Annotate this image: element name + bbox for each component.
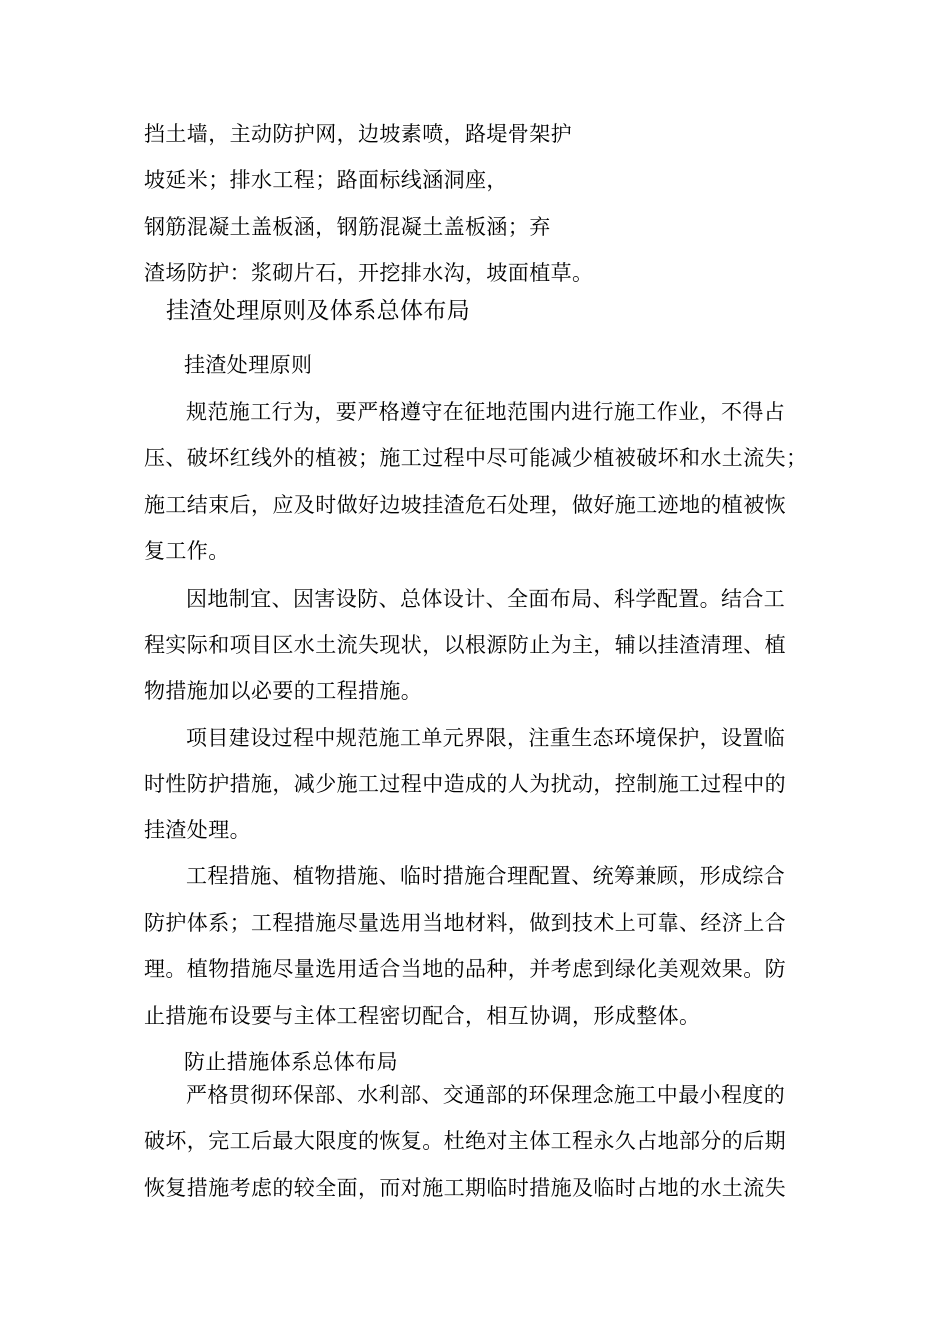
intro-line-2: 坡延米；排水工程；路面标线涵洞座， [144, 168, 508, 192]
para5-line-3: 恢复措施考虑的较全面，而对施工期临时措施及临时占地的水土流失 [144, 1176, 786, 1200]
para1-line-1: 规范施工行为，要严格遵守在征地范围内进行施工作业，不得占 [186, 400, 786, 424]
intro-line-1: 挡土墙，主动防护网，边坡素喷，路堤骨架护 [144, 122, 572, 146]
para1-line-2: 压、破坏红线外的植被；施工过程中尽可能减少植被破坏和水土流失； [144, 446, 808, 470]
section-title: 挂渣处理原则及体系总体布局 [166, 298, 471, 324]
para3-line-1: 项目建设过程中规范施工单元界限，注重生态环境保护，设置临 [186, 726, 786, 750]
para1-line-3: 施工结束后，应及时做好边坡挂渣危石处理，做好施工迹地的植被恢 [144, 493, 786, 517]
para3-line-3: 挂渣处理。 [144, 818, 251, 842]
para2-line-3: 物措施加以必要的工程措施。 [144, 679, 423, 703]
para4-line-2: 防护体系；工程措施尽量选用当地材料，做到技术上可靠、经济上合 [144, 911, 786, 935]
para4-line-4: 止措施布设要与主体工程密切配合，相互协调，形成整体。 [144, 1004, 701, 1028]
intro-line-3: 钢筋混凝土盖板涵，钢筋混凝土盖板涵；弃 [144, 215, 551, 239]
para3-line-2: 时性防护措施，减少施工过程中造成的人为扰动，控制施工过程中的 [144, 772, 786, 796]
para2-line-1: 因地制宜、因害设防、总体设计、全面布局、科学配置。结合工 [186, 587, 786, 611]
subsection-title-layout: 防止措施体系总体布局 [184, 1050, 398, 1074]
intro-line-4: 渣场防护：浆砌片石，开挖排水沟，坡面植草。 [144, 261, 594, 285]
para5-line-1: 严格贯彻环保部、水利部、交通部的环保理念施工中最小程度的 [186, 1083, 786, 1107]
para4-line-3: 理。植物措施尽量选用适合当地的品种，并考虑到绿化美观效果。防 [144, 957, 786, 981]
para4-line-1: 工程措施、植物措施、临时措施合理配置、统筹兼顾，形成综合 [186, 864, 786, 888]
para2-line-2: 程实际和项目区水土流失现状，以根源防止为主，辅以挂渣清理、植 [144, 633, 786, 657]
para1-line-4: 复工作。 [144, 539, 230, 563]
subsection-title-principles: 挂渣处理原则 [184, 353, 313, 377]
para5-line-2: 破坏，完工后最大限度的恢复。杜绝对主体工程永久占地部分的后期 [144, 1129, 786, 1153]
